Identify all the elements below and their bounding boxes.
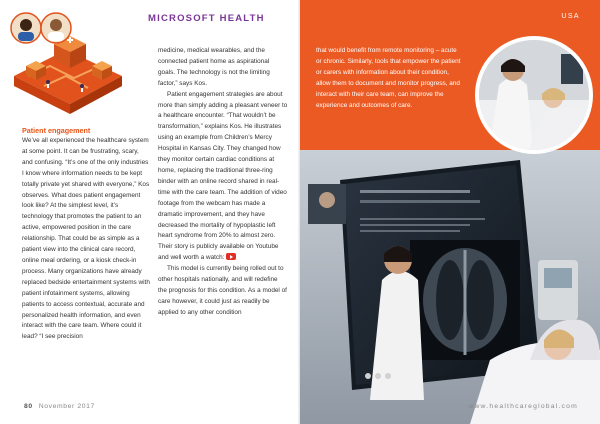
youtube-play-icon[interactable] (226, 253, 236, 260)
footer-left (24, 403, 95, 410)
article-column-2 (158, 46, 288, 319)
hospital-photo (300, 150, 600, 424)
paragraph: We’ve all experienced the healthcare system at some point. It can be frustrating, scary, and confusing. “It’s one of the only industries I know where information needs to be kept totally private yet shared with everyone,” Kos observes. What does patient engagement look like? At the simplest level, it’s technology that promotes the patient to an active, empowered position in the care relationship. That could be as simple as a patient view into the clinical care record, online meal ordering, or a kiosk check-in process. Many organizations have already replaced bedside entertainment systems with patient infotainment systems, allowing patients to access contextual, accurate and personalized health information, and even interact with the care team. Where could it lead? “I see precision (22, 137, 150, 341)
paragraph-text: Patient engagement strategies are about more than simply adding a pleasant veneer to a healthcare encounter. “That wouldn’t be transformation,” explains Kos. He illustrates using an example from Children’s Mercy Hospital in Kansas City. They changed how they monitor certain cardiac conditions at home, replacing the traditional three-ring binder with an online record shared in real-time with the care team. The addition of video footage from the webcam has made a dramatic improvement, and they have decreased the mortality of hypoplastic left heart syndrome from 20% to almost zero. Their story is publicly available on Youtube and well worth a watch: (158, 90, 288, 262)
section-title: MICROSOFT HEALTH (148, 13, 265, 24)
country-label: USA (561, 13, 580, 20)
article-column-3: that would benefit from remote monitoring – acute or chronic. Similarly, tools that empower the patient or carers with information about their condition, allow them to document and monitor progress, and interact with their care team, can improve the experience and outcomes of care. (316, 47, 461, 109)
circle-photo-doctor-patient (475, 36, 593, 154)
paragraph: medicine, medical wearables, and the connected patient home as aspirational goals. The technology is not the limiting factor,” says Kos. (158, 47, 270, 87)
paragraph: This model is currently being rolled out to other hospitals nationally, and will redefine the prognosis for this condition. As a model of care however, it could just as readily be applied to any other condition (158, 265, 287, 316)
issue-date: November 2017 (38, 403, 95, 410)
footer-website[interactable]: www.healthcareglobal.com (468, 403, 578, 410)
page-number: 80 (24, 403, 33, 410)
paragraph (158, 90, 288, 265)
circle-photo-image (479, 40, 589, 150)
healthcare-illustration (4, 6, 130, 126)
article-column-1 (22, 136, 150, 343)
right-page (300, 0, 600, 424)
subhead-patient-engagement: Patient engagement (22, 126, 91, 135)
